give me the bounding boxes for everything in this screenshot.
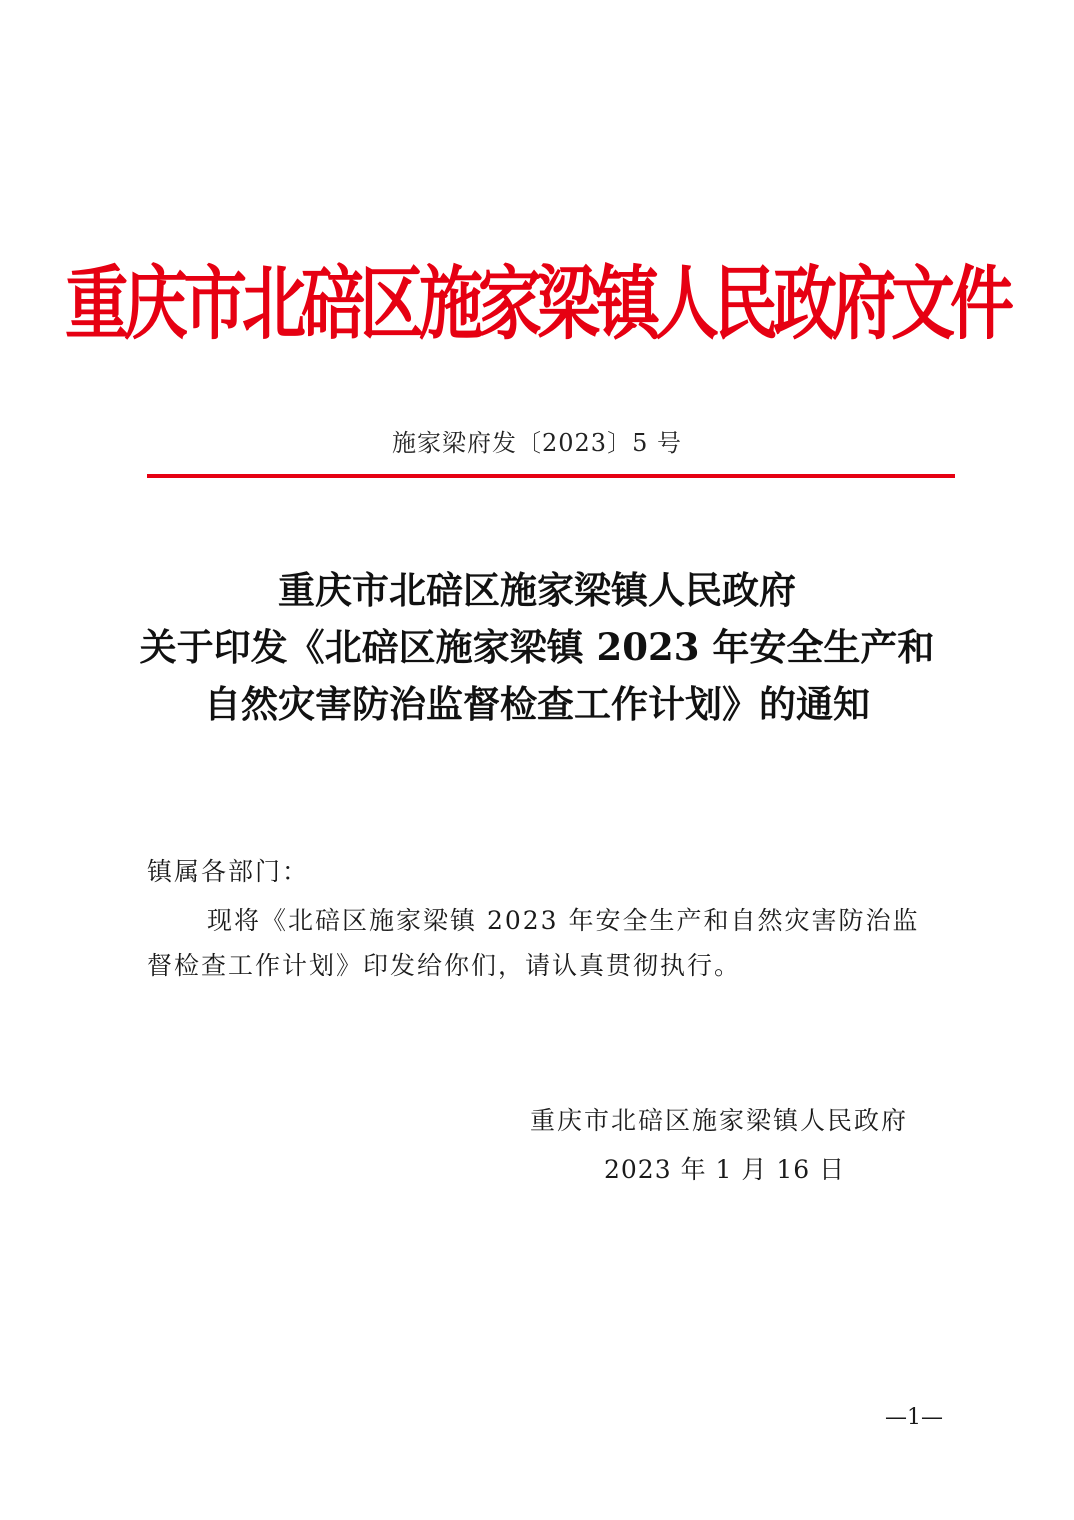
title-line-3: 自然灾害防治监督检查工作计划》的通知 (204, 682, 870, 726)
salutation: 镇属各部门： (147, 857, 310, 886)
signature-organization: 重庆市北碚区施家梁镇人民政府 (530, 1106, 909, 1135)
title-line-2: 关于印发《北碚区施家梁镇 2023 年安全生产和 (139, 625, 935, 669)
body-paragraph (147, 898, 947, 988)
document-title (0, 562, 1074, 733)
title-line-1: 重庆市北碚区施家梁镇人民政府 (278, 568, 796, 612)
document-masthead: 重庆市北碚区施家梁镇人民政府文件 (65, 257, 1009, 352)
page-number: —1— (885, 1405, 943, 1430)
red-divider-line (147, 474, 955, 478)
body-line-1: 现将《北碚区施家梁镇 2023 年安全生产和自然灾害防治监 (207, 906, 920, 935)
signature-date: 2023 年 1 月 16 日 (604, 1155, 846, 1184)
document-number: 施家梁府发〔2023〕5 号 (392, 429, 682, 457)
body-line-2: 督检查工作计划》印发给你们，请认真贯彻执行。 (147, 951, 742, 980)
